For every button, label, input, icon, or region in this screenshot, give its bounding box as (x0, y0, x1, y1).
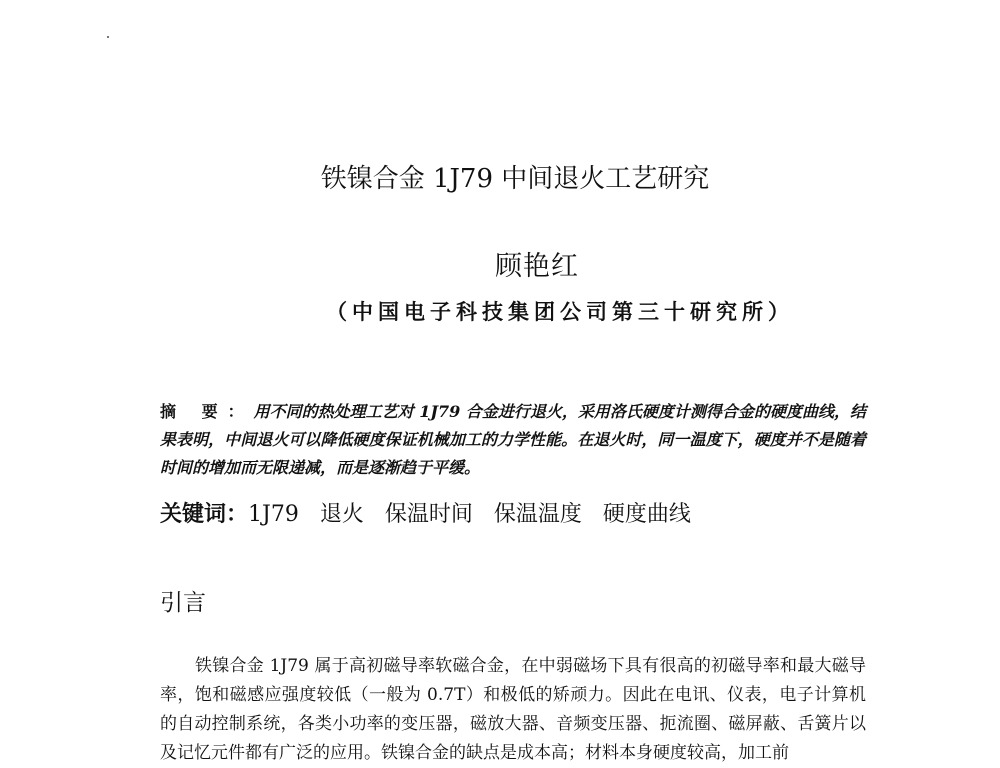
keyword-item: 保温时间 (384, 502, 473, 527)
abstract-text: 用不同的热处理工艺对 1J79 合金进行退火，采用洛氏硬度计测得合金的硬度曲线，结果表明，中间退火可以降低硬度保证机械加工的力学性能。在退火时，同一温度下，硬度并不是随着时间的增加而无限递减，而是逐渐趋于平缓。 (160, 402, 866, 477)
author-name: 顾艳红 (495, 251, 579, 282)
keyword-item: 保温温度 (493, 502, 582, 527)
section-heading-introduction: 引言 (160, 590, 206, 616)
keyword-item: 1J79 (248, 502, 299, 527)
keyword-item: 退火 (319, 502, 364, 527)
keywords (160, 497, 705, 528)
author-affiliation: （中国电子科技集团公司第三十研究所） (326, 300, 794, 324)
keywords-label: 关键词： (160, 501, 249, 527)
abstract-label: 摘 要： (160, 402, 254, 421)
introduction-paragraph: 铁镍合金 1J79 属于高初磁导率软磁合金，在中弱磁场下具有很高的初磁导率和最大磁导率，饱和磁感应强度较低（一般为 0.7T）和极低的矫顽力。因此在电讯、仪表，电子计算机的自动控制系统，各类小功率的变压器，磁放大器、音频变压器、扼流圈、磁屏蔽、舌簧片以及记忆元件都有广泛的应用。铁镍合金的缺点是成本高；材料本身硬度较高，加工前 (160, 656, 866, 763)
keyword-item: 硬度曲线 (602, 502, 691, 527)
abstract (160, 398, 866, 482)
scan-speck (107, 36, 109, 38)
paper-title: 铁镍合金 1J79 中间退火工艺研究 (320, 164, 710, 194)
